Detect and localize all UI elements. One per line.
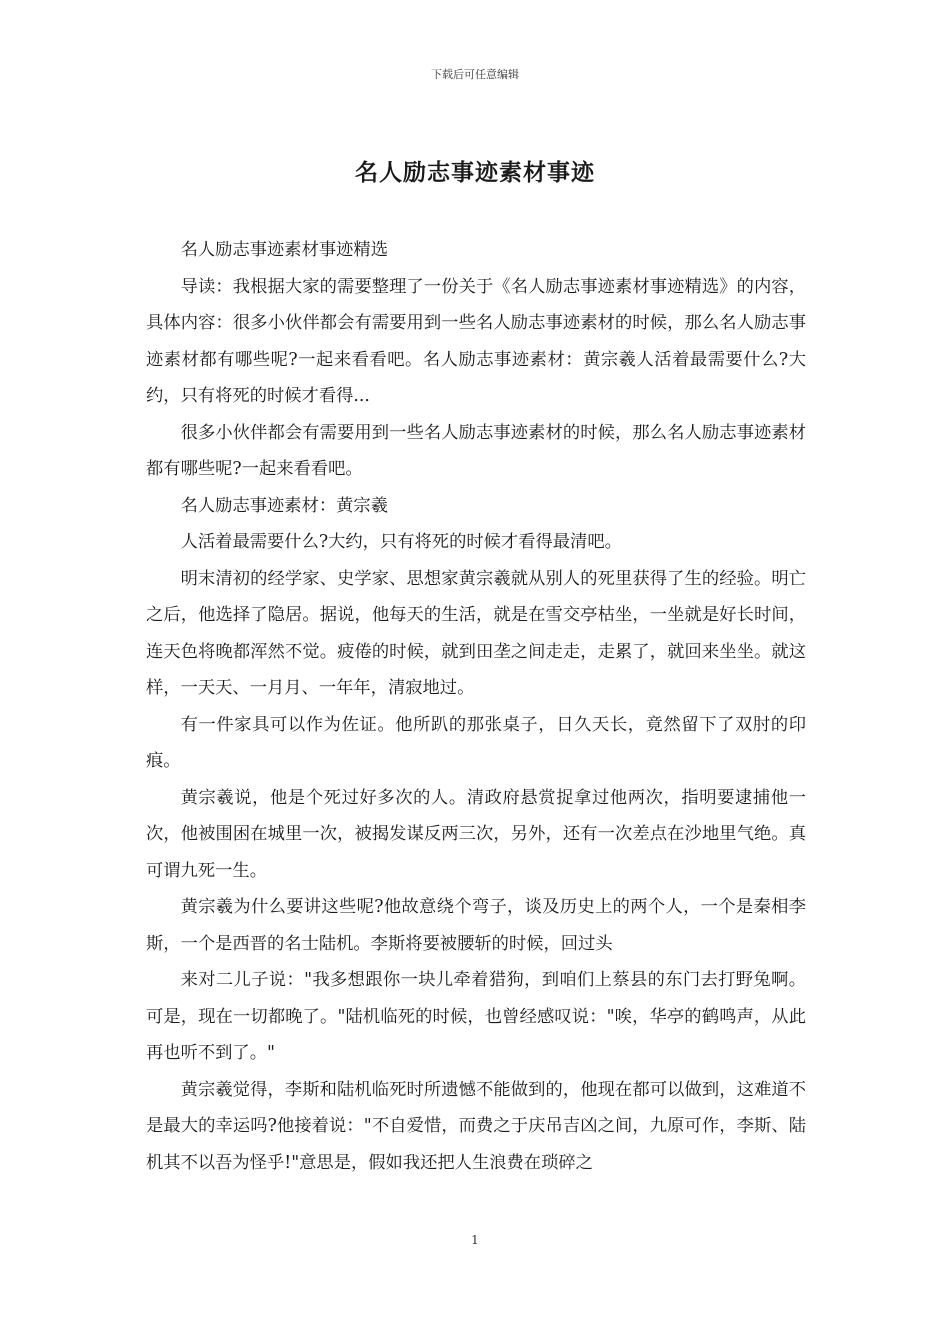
- paragraph: 黄宗羲说，他是个死过好多次的人。清政府悬赏捉拿过他两次，指明要逮捕他一次，他被围困在城里一次，被揭发谋反两三次，另外，还有一次差点在沙地里气绝。真可谓九死一生。: [146, 787, 806, 881]
- paragraph: 明末清初的经学家、史学家、思想家黄宗羲就从别人的死里获得了生的经验。明亡之后，他选择了隐居。据说，他每天的生活，就是在雪交亭枯坐，一坐就是好长时间，连天色将晚都浑然不觉。疲倦的时候，就到田垄之间走走，走累了，就回来坐坐。就这样，一天天、一月月、一年年，清寂地过。: [146, 568, 806, 698]
- paragraph: 导读：我根据大家的需要整理了一份关于《名人励志事迹素材事迹精选》的内容，具体内容：很多小伙伴都会有需要用到一些名人励志事迹素材的时候，那么名人励志事迹素材都有哪些呢?一起来看看吧。名人励志事迹素材：黄宗羲人活着最需要什么?大约，只有将死的时候才看得...: [146, 276, 806, 406]
- paragraph: 很多小伙伴都会有需要用到一些名人励志事迹素材的时候，那么名人励志事迹素材都有哪些呢?一起来看看吧。: [146, 422, 806, 479]
- paragraph: 名人励志事迹素材事迹精选: [180, 240, 388, 260]
- paragraph: 黄宗羲觉得，李斯和陆机临死时所遗憾不能做到的，他现在都可以做到，这难道不是最大的幸运吗?他接着说："不自爱惜，而费之于庆吊吉凶之间，九原可作，李斯、陆机其不以吾为怪乎!"意思是，假如我还把人生浪费在琐碎之: [146, 1079, 806, 1173]
- paragraph: 有一件家具可以作为佐证。他所趴的那张桌子，日久天长，竟然留下了双肘的印痕。: [146, 714, 806, 771]
- paragraph: 人活着最需要什么?大约，只有将死的时候才看得最清吧。: [180, 532, 622, 552]
- paragraph: 黄宗羲为什么要讲这些呢?他故意绕个弯子，谈及历史上的两个人，一个是秦相李斯，一个是西晋的名士陆机。李斯将要被腰斩的时候，回过头: [146, 897, 806, 954]
- page-number: 1: [471, 1233, 479, 1247]
- header-note: 下载后可任意编辑: [431, 68, 519, 81]
- document-title: 名人励志事迹素材事迹: [355, 159, 595, 186]
- document-body: [146, 232, 806, 1181]
- paragraph: 来对二儿子说："我多想跟你一块儿牵着猎狗，到咱们上蔡县的东门去打野兔啊。可是，现在一切都晚了。"陆机临死的时候，也曾经感叹说："唉，华亭的鹤鸣声，从此再也听不到了。": [146, 970, 806, 1063]
- paragraph: 名人励志事迹素材：黄宗羲: [180, 495, 388, 516]
